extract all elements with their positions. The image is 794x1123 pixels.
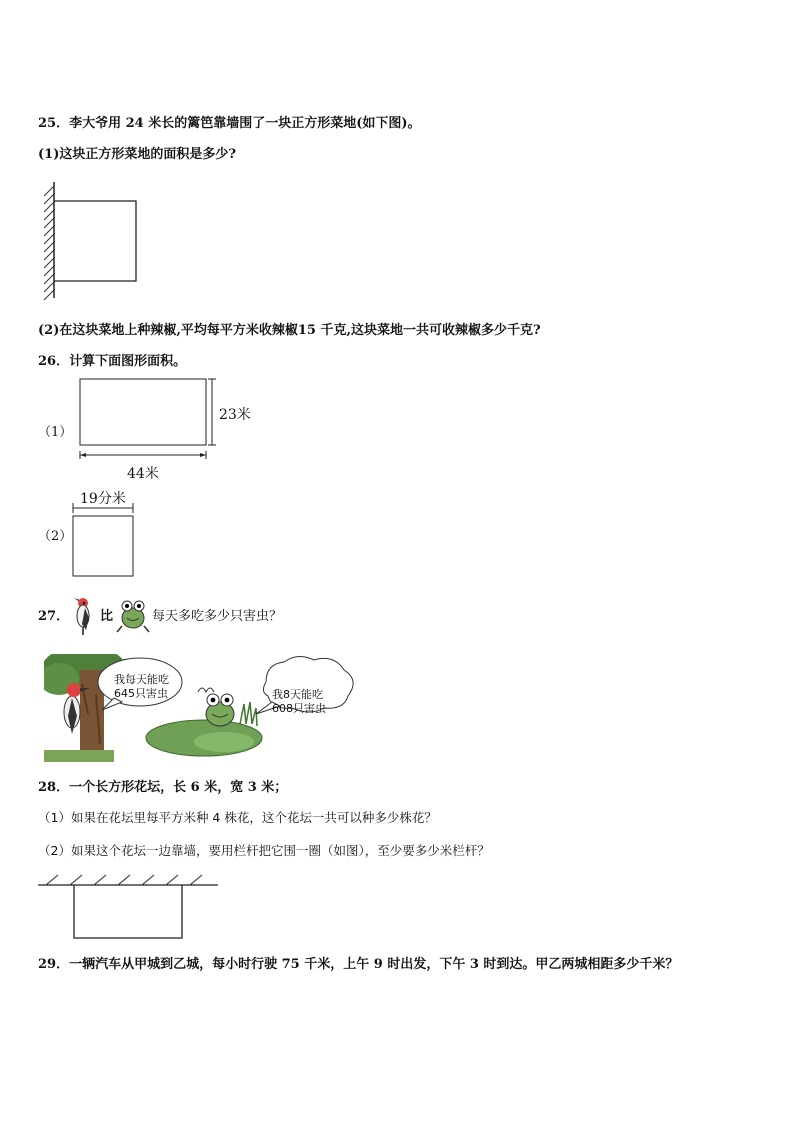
- q25-sub1: (1)这块正方形菜地的面积是多少?: [38, 147, 236, 162]
- q27-num: 27．: [38, 609, 70, 624]
- q27-bi: 比: [100, 609, 114, 624]
- q25-stem: 25．李大爷用 24 米长的篱笆靠墙围了一块正方形菜地(如下图)。: [38, 116, 421, 131]
- q26-stem: 26．计算下面图形面积。: [38, 354, 187, 369]
- woodpecker-icon: [70, 594, 96, 636]
- q29-stem: 29．一辆汽车从甲城到乙城，每小时行驶 75 千米，上午 9 时出发，下午 3 时到达。甲乙两城相距多少千米？: [38, 957, 679, 972]
- woodpecker-bubble-line2: 645只害虫: [114, 687, 168, 700]
- q26-rectangle-figure: [76, 375, 226, 465]
- q26-fig1-label: （1）: [38, 425, 73, 440]
- q28-stem: 28．一个长方形花坛，长 6 米，宽 3 米；: [38, 780, 288, 795]
- q28-sub2: （2）如果这个花坛一边靠墙，要用栏杆把它围一圈（如图），至少要多少米栏杆？: [38, 843, 490, 858]
- q26-fig2-label: （2）: [38, 529, 73, 544]
- frog-bubble-line2: 608只害虫: [272, 702, 326, 715]
- q26-fig1-height: 23米: [219, 407, 251, 423]
- q28-flowerbed-figure: [36, 870, 222, 942]
- q26-fig2-side: 19分米: [80, 491, 126, 507]
- frog-bubble-line1: 我8天能吃: [272, 688, 323, 701]
- q28-sub1: （1）如果在花坛里每平方米种 4 株花，这个花坛一共可以种多少株花？: [38, 810, 437, 825]
- q26-square-figure: [70, 500, 138, 580]
- q27-question: 每天多吃多少只害虫？: [152, 609, 283, 624]
- q25-sub2: (2)在这块菜地上种辣椒,平均每平方米收辣椒15 千克,这块菜地一共可收辣椒多少千克?: [38, 323, 541, 338]
- woodpecker-bubble-line1: 我每天能吃: [114, 673, 169, 686]
- q25-wall-square-figure: [36, 180, 146, 302]
- q26-fig1-width: 44米: [127, 466, 159, 482]
- frog-icon: [116, 596, 150, 634]
